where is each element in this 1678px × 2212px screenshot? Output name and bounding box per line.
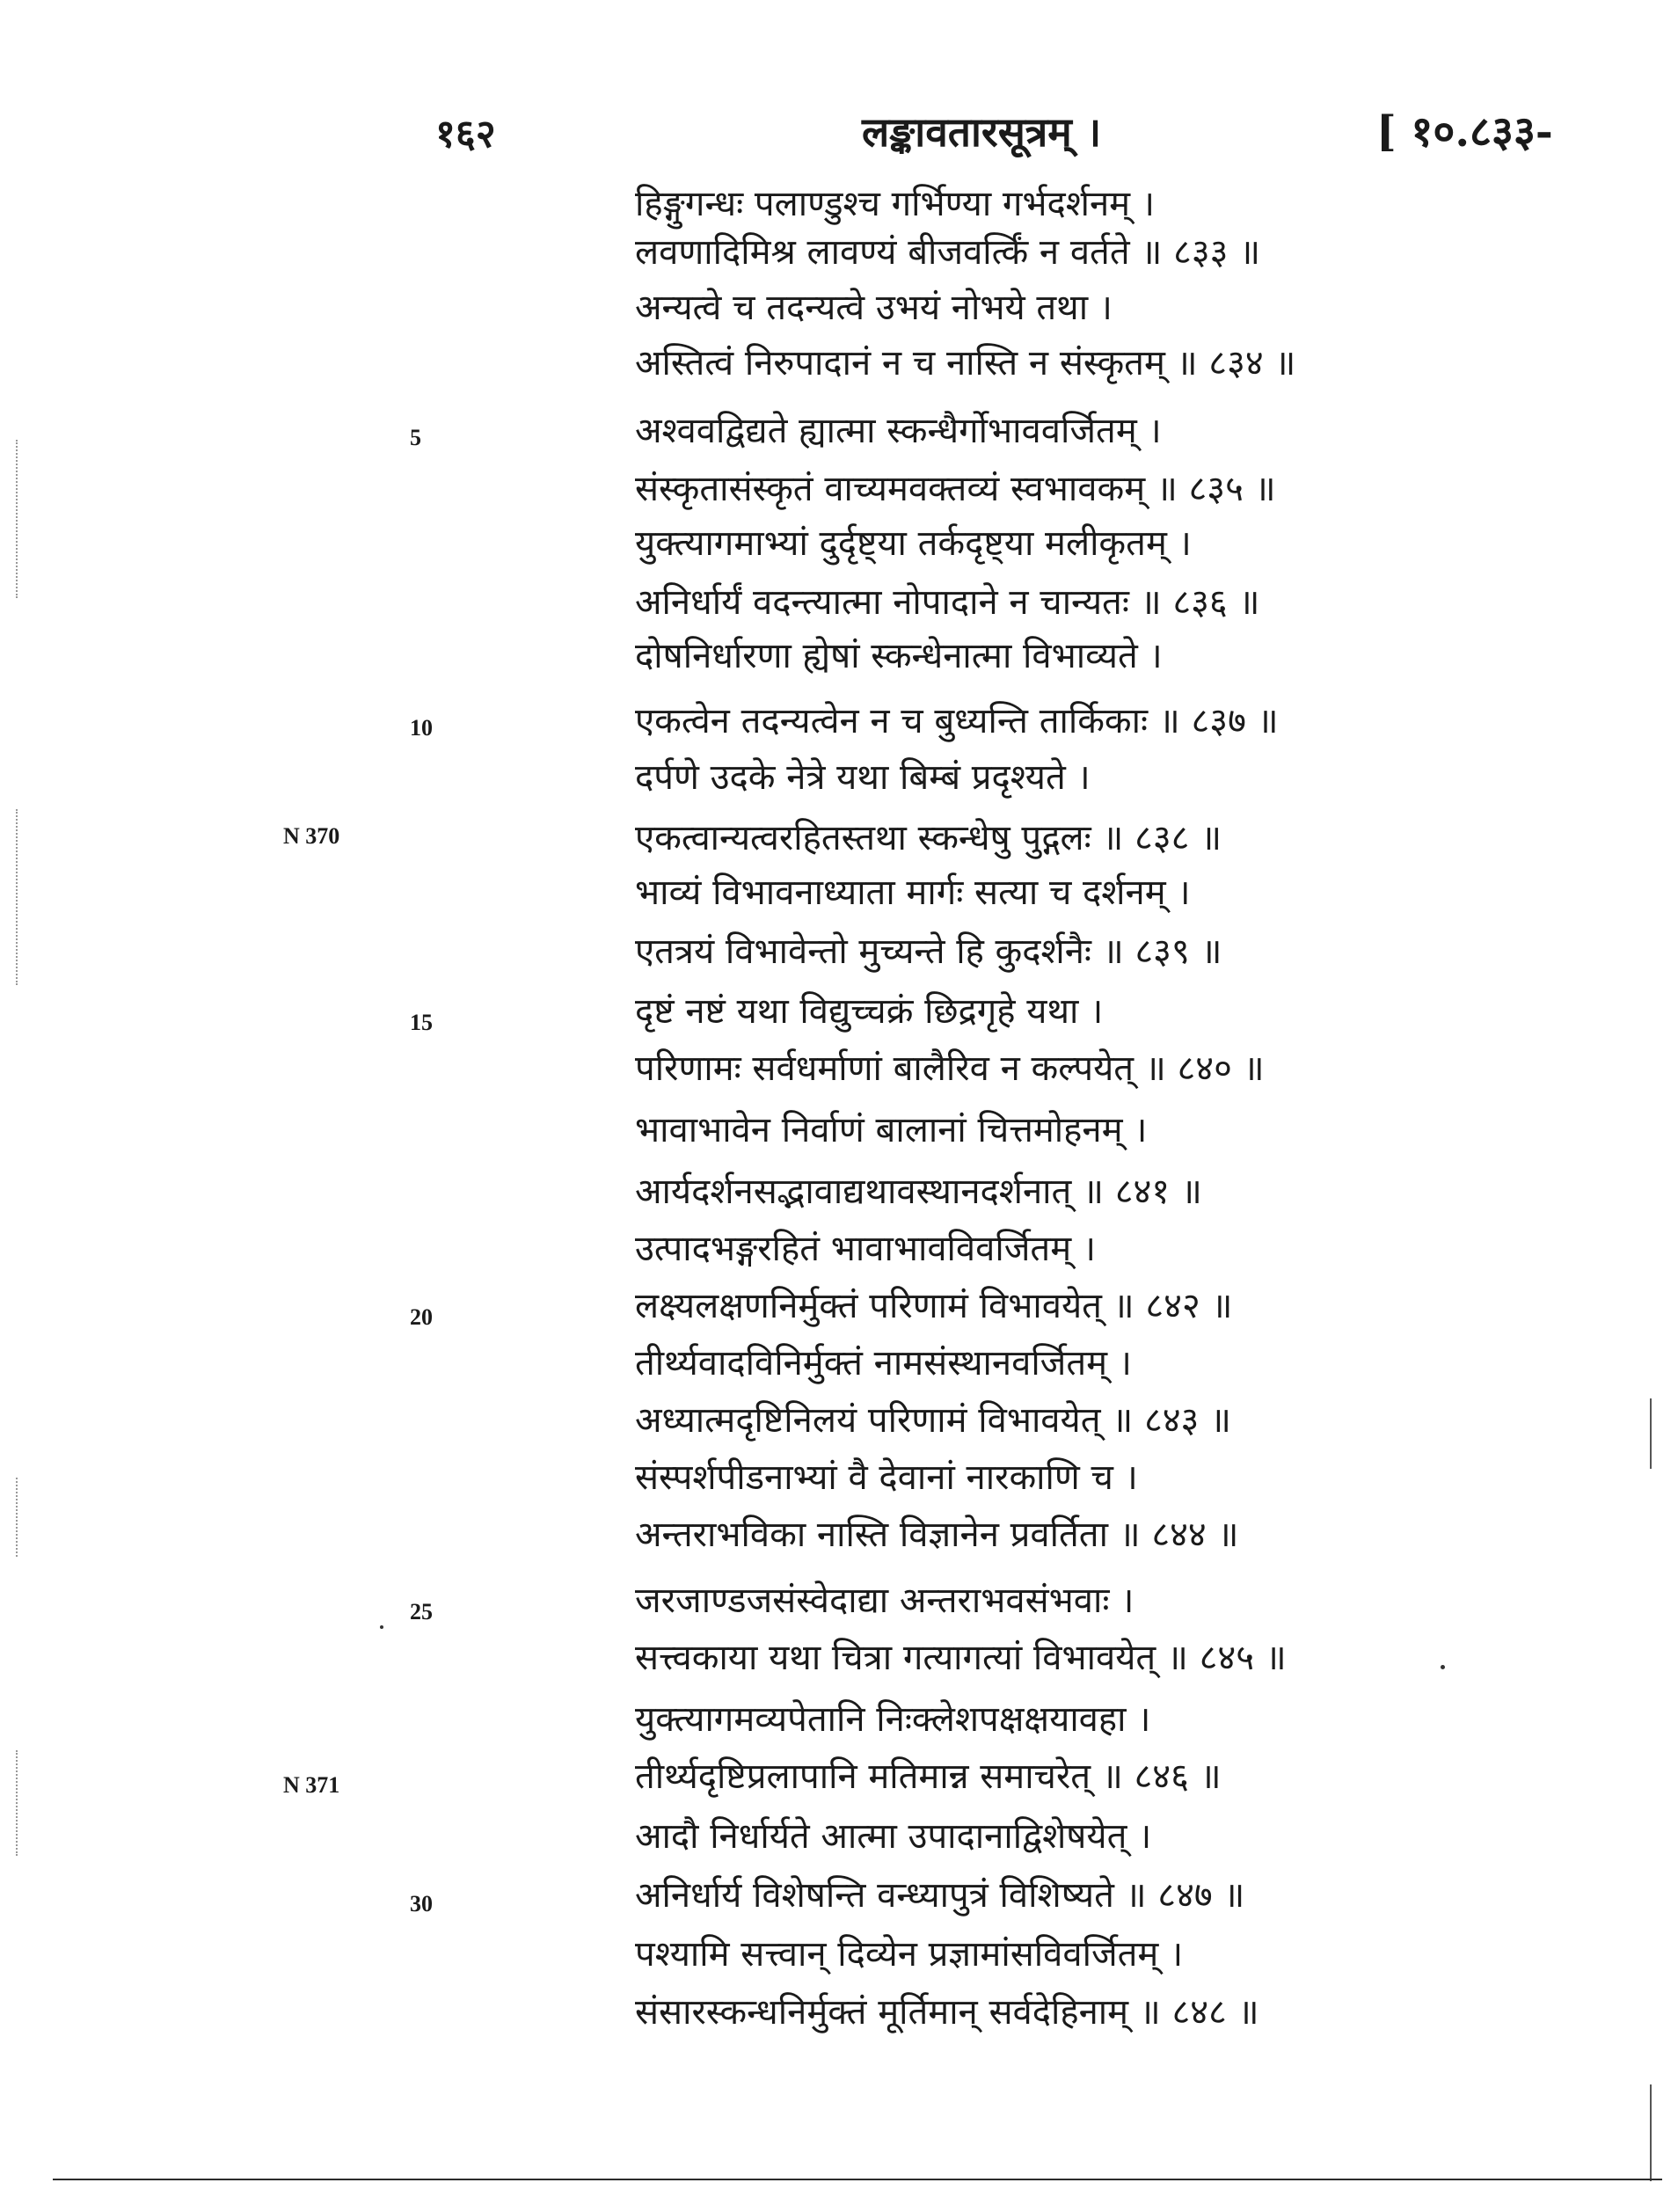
verse-line: दर्पणे उदके नेत्रे यथा बिम्बं प्रदृश्यते । [635, 757, 1091, 798]
verse-line: अनिर्धार्य विशेषन्ति वन्ध्यापुत्रं विशिष्यते ॥ ८४७ ॥ [635, 1875, 1245, 1916]
verse-line: एकत्वान्यत्वरहितस्तथा स्कन्धेषु पुद्गलः ॥ ८३८ ॥ [635, 818, 1222, 858]
line-number: 5 [410, 425, 421, 450]
verse-line: भाव्यं विभावनाध्याता मार्गः सत्या च दर्शनम् । [635, 872, 1191, 913]
line-number: 10 [410, 715, 433, 741]
verse-line: दोषनिर्धारणा ह्येषां स्कन्धेनात्मा विभाव्यते । [635, 636, 1163, 676]
verse-line: दृष्टं नष्टं यथा विद्युच्चक्रं छिद्रगृहे यथा । [635, 991, 1104, 1032]
scan-speck [1441, 1665, 1445, 1669]
verse-line: तीर्थ्यवादविनिर्मुक्तं नामसंस्थानवर्जितम् । [635, 1343, 1132, 1383]
verse-line: परिणामः सर्वधर्माणां बालैरिव न कल्पयेत् ॥ ८४० ॥ [635, 1048, 1265, 1089]
verse-line: एतत्रयं विभावेन्तो मुच्यन्ते हि कुदर्शनैः ॥ ८३९ ॥ [635, 931, 1222, 972]
scan-edge-dots [16, 809, 19, 985]
verse-line: पश्यामि सत्त्वान् दिव्येन प्रज्ञामांसविवर्जितम् । [635, 1934, 1184, 1975]
verse-line: भावाभावेन निर्वाणं बालानां चित्तमोहनम् । [635, 1110, 1148, 1150]
verse-line: अश्ववद्विद्यते ह्यात्मा स्कन्धैर्गोभाववर्जितम् । [635, 411, 1162, 451]
running-title: लङ्कावतारसूत्रम् । [862, 108, 1102, 156]
verse-line: आर्यदर्शनसद्भावाद्यथावस्थानदर्शनात् ॥ ८४१ ॥ [635, 1172, 1202, 1212]
scan-edge-dots [16, 440, 19, 598]
verse-line: संस्पर्शपीडनाभ्यां वै देवानां नारकाणि च । [635, 1457, 1138, 1498]
page-number: १६२ [435, 112, 496, 157]
verse-line: हिङ्गुगन्धः पलाण्डुश्च गर्भिण्या गर्भदर्शनम् । [635, 184, 1155, 224]
verse-line: अनिर्धार्यं वदन्त्यात्मा नोपादाने न चान्यतः ॥ ८३६ ॥ [635, 582, 1260, 623]
edition-page-ref: N 371 [283, 1772, 340, 1798]
line-number: 30 [410, 1891, 433, 1916]
scan-speck [380, 1625, 383, 1629]
verse-line: अन्यत्वे च तदन्यत्वे उभयं नोभये तथा । [635, 288, 1113, 328]
verse-line: युक्त्यागमाभ्यां दुर्दृष्ट्या तर्कदृष्ट्या मलीकृतम् । [635, 523, 1192, 564]
line-number: 15 [410, 1010, 433, 1035]
verse-line: सत्त्वकाया यथा चित्रा गत्यागत्यां विभावयेत् ॥ ८४५ ॥ [635, 1638, 1287, 1678]
verse-line: लवणादिमिश्र लावण्यं बीजवर्त्किं न वर्तते ॥ ८३३ ॥ [635, 232, 1261, 273]
verse-line: एकत्वेन तदन्यत्वेन न च बुध्यन्ति तार्किकाः ॥ ८३७ ॥ [635, 701, 1279, 741]
verse-line: तीर्थ्यदृष्टिप्रलापानि मतिमान्न समाचरेत् ॥ ८४६ ॥ [635, 1756, 1222, 1797]
verse-line: जरजाण्डजसंस्वेदाद्या अन्तराभवसंभवाः । [635, 1581, 1134, 1621]
footer-rule [53, 2179, 1662, 2180]
verse-line: आदौ निर्धार्यते आत्मा उपादानाद्विशेषयेत् । [635, 1816, 1152, 1857]
scan-edge-dots [16, 1750, 19, 1856]
scan-edge-dots [16, 1478, 19, 1557]
verse-line: अध्यात्मदृष्टिनिलयं परिणामं विभावयेत् ॥ ८४३ ॥ [635, 1400, 1232, 1441]
scan-margin-mark [1650, 1398, 1652, 1469]
verse-line: लक्ष्यलक्षणनिर्मुक्तं परिणामं विभावयेत् ॥ ८४२ ॥ [635, 1286, 1233, 1326]
scan-margin-mark [1650, 2084, 1652, 2181]
verse-line: संसारस्कन्धनिर्मुक्तं मूर्तिमान् सर्वदेहिनाम् ॥ ८४८ ॥ [635, 1992, 1259, 2033]
edition-page-ref: N 370 [283, 823, 340, 849]
verse-line: उत्पादभङ्गरहितं भावाभावविवर्जितम् । [635, 1229, 1097, 1269]
verse-line: अस्तित्वं निरुपादानं न च नास्ति न संस्कृतम् ॥ ८३४ ॥ [635, 343, 1296, 383]
verse-line: अन्तराभविका नास्ति विज्ञानेन प्रवर्तिता ॥ ८४४ ॥ [635, 1515, 1239, 1555]
verse-reference: [ १०.८३३- [1376, 107, 1553, 157]
line-number: 25 [410, 1599, 433, 1624]
verse-line: युक्त्यागमव्यपेतानि निःक्लेशपक्षक्षयावहा । [635, 1699, 1151, 1740]
verse-line: संस्कृतासंस्कृतं वाच्यमवक्तव्यं स्वभावकम् ॥ ८३५ ॥ [635, 469, 1276, 509]
line-number: 20 [410, 1304, 433, 1330]
